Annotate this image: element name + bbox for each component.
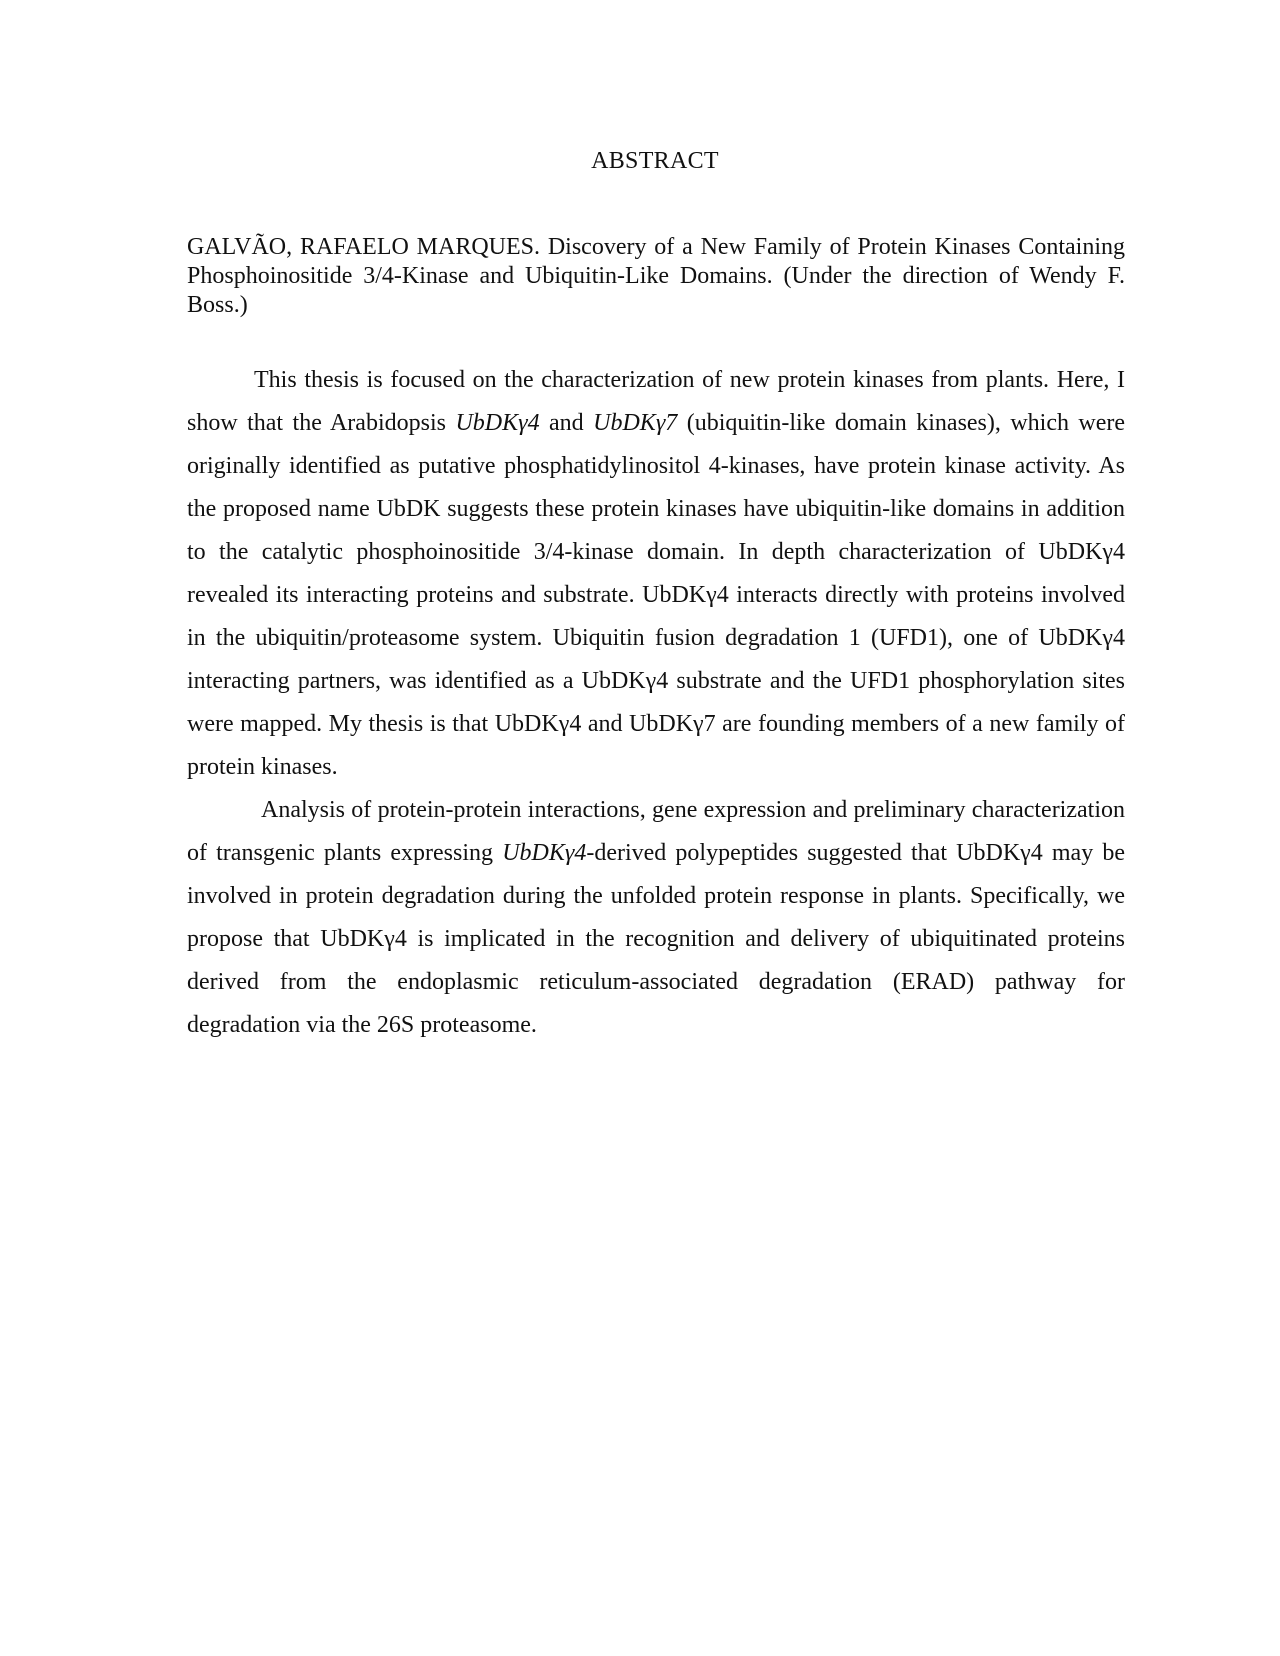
paragraph-1-text-a: This thesis is focused on the characterization of new protein kinases from plants. Here, I show that the Arabidopsis (187, 367, 1125, 436)
paragraph-2-text-b: -derived polypeptides suggested that UbDKγ4 may be involved in protein degradation during the unfolded protein response in plants. Specifically, we propose that UbDKγ4 is implicated in the recognition and delivery of ubiquitinated proteins derived from the endoplasmic reticulum-associated degradation (ERAD) pathway for degradation via the 26S proteasome. (187, 840, 1126, 1038)
gene-name-ubdk-gamma4-derived: UbDKγ4 (502, 840, 587, 866)
paragraph-1-text-b: and (549, 410, 584, 436)
citation-block (187, 233, 1125, 320)
citation-title: Discovery of a New Family of Protein Kinases Containing Phosphoinositide 3/4-Kinase and Ubiquitin-Like Domains. (187, 234, 1126, 289)
abstract-paragraph-2 (187, 789, 1125, 1047)
citation-author: GALVÃO, RAFAELO MARQUES. (187, 234, 541, 260)
citation-direction: (Under the direction of Wendy F. Boss.) (187, 263, 1125, 318)
gene-name-ubdk-gamma4: UbDKγ4 (455, 410, 540, 436)
abstract-heading: ABSTRACT (591, 148, 719, 174)
paragraph-2-text-a: Analysis of protein-protein interactions, gene expression and preliminary characterization of transgenic plants expressing (187, 797, 1125, 866)
gene-name-ubdk-gamma7: UbDKγ7 (593, 410, 678, 436)
abstract-paragraph-1 (187, 359, 1125, 789)
paragraph-1-text-c: (ubiquitin-like domain kinases), which were originally identified as putative phosphatidylinositol 4-kinases, have protein kinase activity. As the proposed name UbDK suggests these protein kinases have ubiquitin-like domains in addition to the catalytic phosphoinositide 3/4-kinase domain. In depth characterization of UbDKγ4 revealed its interacting proteins and substrate. UbDKγ4 interacts directly with proteins involved in the ubiquitin/proteasome system. Ubiquitin fusion degradation 1 (UFD1), one of UbDKγ4 interacting partners, was identified as a UbDKγ4 substrate and the UFD1 phosphorylation sites were mapped. My thesis is that UbDKγ4 and UbDKγ7 are founding members of a new family of protein kinases. (187, 410, 1126, 780)
